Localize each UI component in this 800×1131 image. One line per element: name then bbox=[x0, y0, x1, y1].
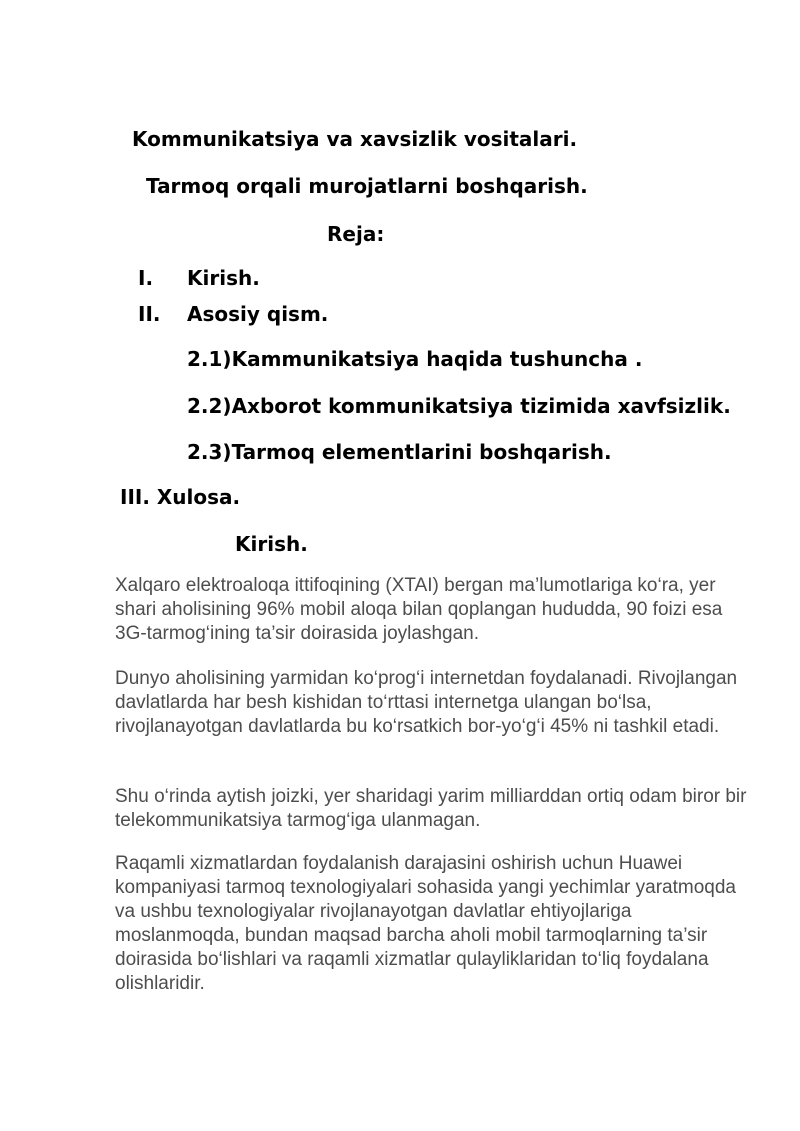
body-paragraph: Xalqaro elektroaloqa ittifoqining (XTAI) bergan ma’lumotlariga ko‘ra, yer shari aholisining 96% mobil aloqa bilan qoplangan hududda, 90 foizi esa 3G-tarmog‘ining ta’sir doirasida joylashgan. bbox=[115, 575, 723, 644]
plan-heading: Reja: bbox=[327, 222, 385, 246]
plan-item-label: Asosiy qism. bbox=[187, 302, 329, 326]
document-title: Kommunikatsiya va xavsizlik vositalari. bbox=[132, 127, 578, 151]
body-paragraph: Dunyo aholisining yarmidan ko‘prog‘i internetdan foydalanadi. Rivojlangan davlatlarda har besh kishidan to‘rttasi internetga ulangan bo‘lsa, rivojlanayotgan davlatlarda bu ko‘rsatkich bor-yo‘g‘i 45% ni tashkil etadi. bbox=[115, 668, 738, 737]
plan-conclusion: III. Xulosa. bbox=[120, 485, 241, 509]
plan-subitem: 2.2)Axborot kommunikatsiya tizimida xavfsizlik. bbox=[187, 394, 731, 418]
plan-subitem: 2.1)Kammunikatsiya haqida tushuncha . bbox=[187, 347, 643, 371]
plan-subitem: 2.3)Tarmoq elementlarini boshqarish. bbox=[187, 440, 612, 464]
plan-item-label: Kirish. bbox=[187, 266, 260, 290]
document-subtitle: Tarmoq orqali murojatlarni boshqarish. bbox=[146, 174, 588, 198]
body-paragraph: Raqamli xizmatlardan foydalanish darajasini oshirish uchun Huawei kompaniyasi tarmoq texnologiyalari sohasida yangi yechimlar yaratmoqda va ushbu texnologiyalar rivojlanayotgan davlatlar ehtiyojlariga moslanmoqda, bundan maqsad barcha aholi mobil tarmoqlarning ta’sir doirasida bo‘lishlari va raqamli xizmatlar qulayliklaridan to‘liq foydalana olishlaridir. bbox=[115, 853, 736, 994]
plan-item-number: I. bbox=[138, 266, 154, 290]
plan-item-number: II. bbox=[138, 302, 161, 326]
section-heading: Kirish. bbox=[235, 532, 308, 556]
body-paragraph: Shu o‘rinda aytish joizki, yer sharidagi yarim milliarddan ortiq odam biror bir telekommunikatsiya tarmog‘iga ulanmagan. bbox=[115, 786, 747, 831]
